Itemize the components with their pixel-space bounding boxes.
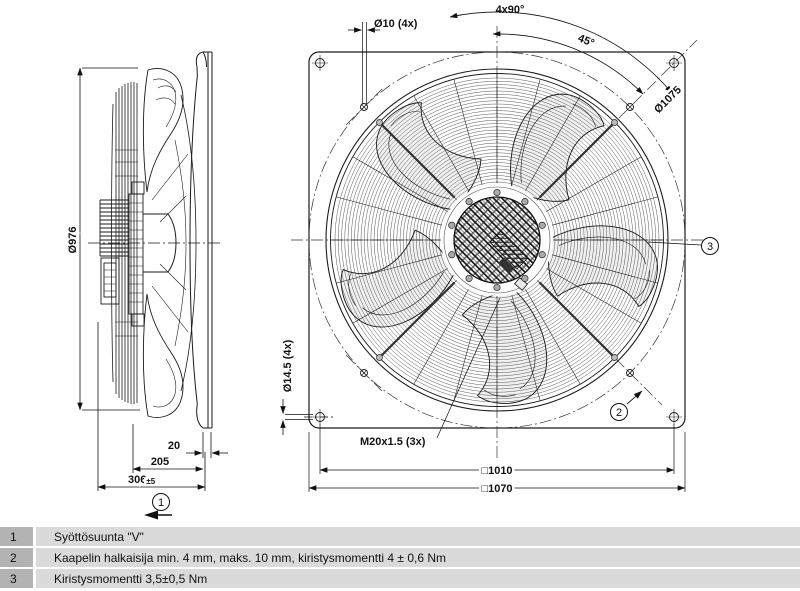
callout-3 xyxy=(702,238,719,255)
svg-text:2: 2 xyxy=(615,407,623,419)
hub-screw xyxy=(522,198,528,204)
hub-screw xyxy=(494,284,500,290)
callout-2 xyxy=(611,404,628,421)
dim-mounting-hole: Ø10 (4x) xyxy=(374,18,418,30)
dim-fan-depth: 205 xyxy=(150,456,170,468)
airflow-arrow xyxy=(144,511,158,520)
dim-pitch-circle: Ø1075 xyxy=(652,84,684,116)
dim-hole-angle: 45° xyxy=(576,32,596,50)
dim-outer-square: □1070 xyxy=(481,483,513,495)
venturi-profile xyxy=(190,52,207,428)
dim-fan-diameter: Ø976 xyxy=(67,226,79,254)
dim-total-depth: 306±5 xyxy=(128,474,156,486)
hub-screw xyxy=(539,252,545,258)
legend-row-1 xyxy=(0,527,800,546)
legend-row-text: Kiristysmomentti 3,5±0,5 Nm xyxy=(36,569,800,588)
legend-row-text: Syöttösuunta "V" xyxy=(36,527,800,546)
legend-row-2 xyxy=(0,548,800,567)
hub-screw xyxy=(449,252,455,258)
hub-screw xyxy=(539,222,545,228)
dim-cable-gland: M20x1.5 (3x) xyxy=(360,436,426,448)
hub xyxy=(441,184,553,296)
hub-screw xyxy=(466,275,472,281)
legend-row-number: 2 xyxy=(0,548,33,567)
callout-1 xyxy=(144,494,172,520)
svg-text:1: 1 xyxy=(157,497,165,509)
legend-row-text: Kaapelin halkaisija min. 4 mm, maks. 10 mm, kiristysmomentti 4 ± 0,6 Nm xyxy=(36,548,800,567)
legend-row-3 xyxy=(0,569,800,588)
hub-screw xyxy=(522,275,528,281)
dim-inner-square: □1010 xyxy=(481,465,513,477)
side-view xyxy=(88,52,222,428)
front-view xyxy=(291,26,709,458)
legend-row-number: 3 xyxy=(0,569,33,588)
legend-row-number: 1 xyxy=(0,527,33,546)
legend-table xyxy=(0,527,800,590)
dim-hole-pattern-angle: 4x90° xyxy=(495,4,525,16)
dim-flange-depth: 20 xyxy=(167,440,181,452)
hub-screw xyxy=(466,198,472,204)
dim-corner-hole: Ø14.5 (4x) xyxy=(282,339,294,393)
svg-text:3: 3 xyxy=(706,241,714,253)
hub-screw xyxy=(449,222,455,228)
hub-screw xyxy=(494,189,500,195)
wall-plate-edge xyxy=(203,52,212,428)
